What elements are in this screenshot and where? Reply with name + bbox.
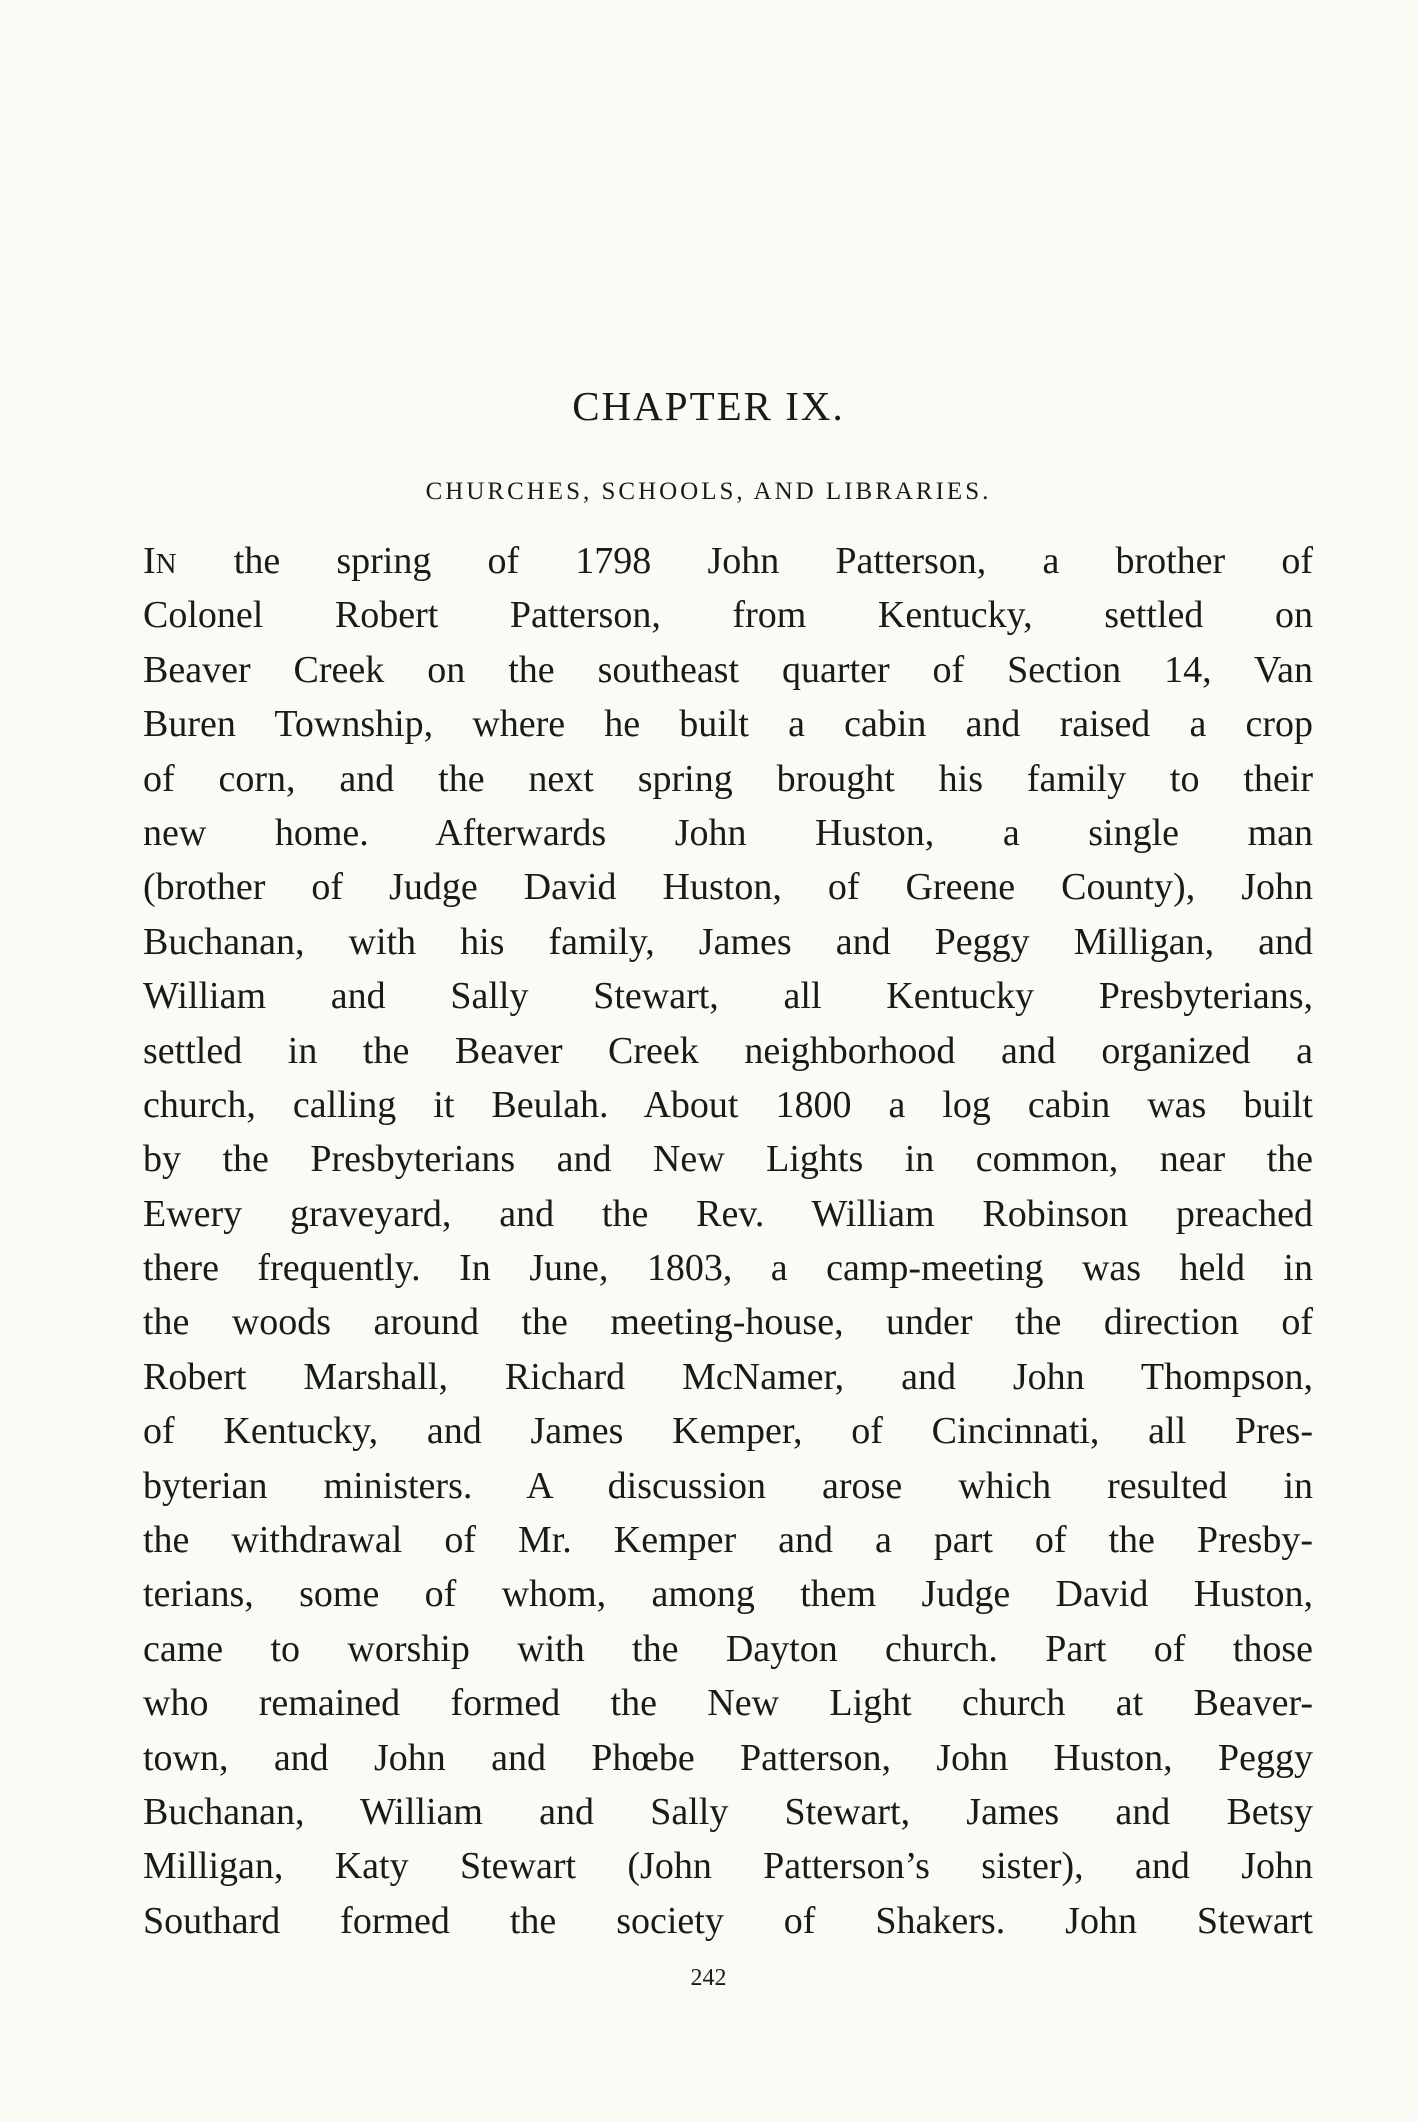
text-line: settled in the Beaver Creek neighborhood and organized a [143,1029,1313,1072]
text-line: new home. Afterwards John Huston, a single man [143,811,1313,854]
text-line: (brother of Judge David Huston, of Greene County), John [143,866,1313,909]
text-line: came to worship with the Dayton church. Part of those [143,1627,1313,1670]
text-line-content: the spring of 1798 John Patterson, a brother of [233,540,1313,582]
text-line: there frequently. In June, 1803, a camp-meeting was held in [143,1247,1313,1290]
opening-small-caps: N [155,548,178,580]
text-line: Colonel Robert Patterson, from Kentucky, settled on [143,594,1313,637]
text-line: who remained formed the New Light church at Beaver- [143,1682,1313,1725]
body-paragraph [143,534,1313,1948]
text-line: the withdrawal of Mr. Kemper and a part of the Presby- [143,1519,1313,1562]
page-number: 242 [690,1965,727,1991]
text-line: Buren Township, where he built a cabin and raised a crop [143,703,1313,746]
text-line: church, calling it Beulah. About 1800 a log cabin was built [143,1083,1313,1126]
text-line: terians, some of whom, among them Judge David Huston, [143,1573,1313,1616]
text-line: Robert Marshall, Richard McNamer, and John Thompson, [143,1355,1313,1398]
text-line: Buchanan, with his family, James and Peggy Milligan, and [143,920,1313,963]
text-line: Milligan, Katy Stewart (John Patterson’s sister), and John [143,1845,1313,1888]
text-line: Beaver Creek on the southeast quarter of Section 14, Van [143,648,1313,691]
chapter-title: CHAPTER IX. [572,383,845,429]
text-line: town, and John and Phœbe Patterson, John Huston, Peggy [143,1736,1313,1779]
text-line [143,534,1313,588]
text-line: Southard formed the society of Shakers. John Stewart [143,1899,1313,1942]
text-line: of Kentucky, and James Kemper, of Cincinnati, all Pres- [143,1410,1313,1453]
text-line: Ewery graveyard, and the Rev. William Robinson preached [143,1192,1313,1235]
text-line: Buchanan, William and Sally Stewart, James and Betsy [143,1790,1313,1833]
text-line: by the Presbyterians and New Lights in common, near the [143,1138,1313,1181]
text-line: byterian ministers. A discussion arose which resulted in [143,1464,1313,1507]
chapter-subtitle: CHURCHES, SCHOOLS, AND LIBRARIES. [425,478,992,505]
opening-initial: I [143,540,156,582]
text-line: William and Sally Stewart, all Kentucky Presbyterians, [143,975,1313,1018]
text-line: the woods around the meeting-house, under the direction of [143,1301,1313,1344]
text-line: of corn, and the next spring brought his family to their [143,757,1313,800]
